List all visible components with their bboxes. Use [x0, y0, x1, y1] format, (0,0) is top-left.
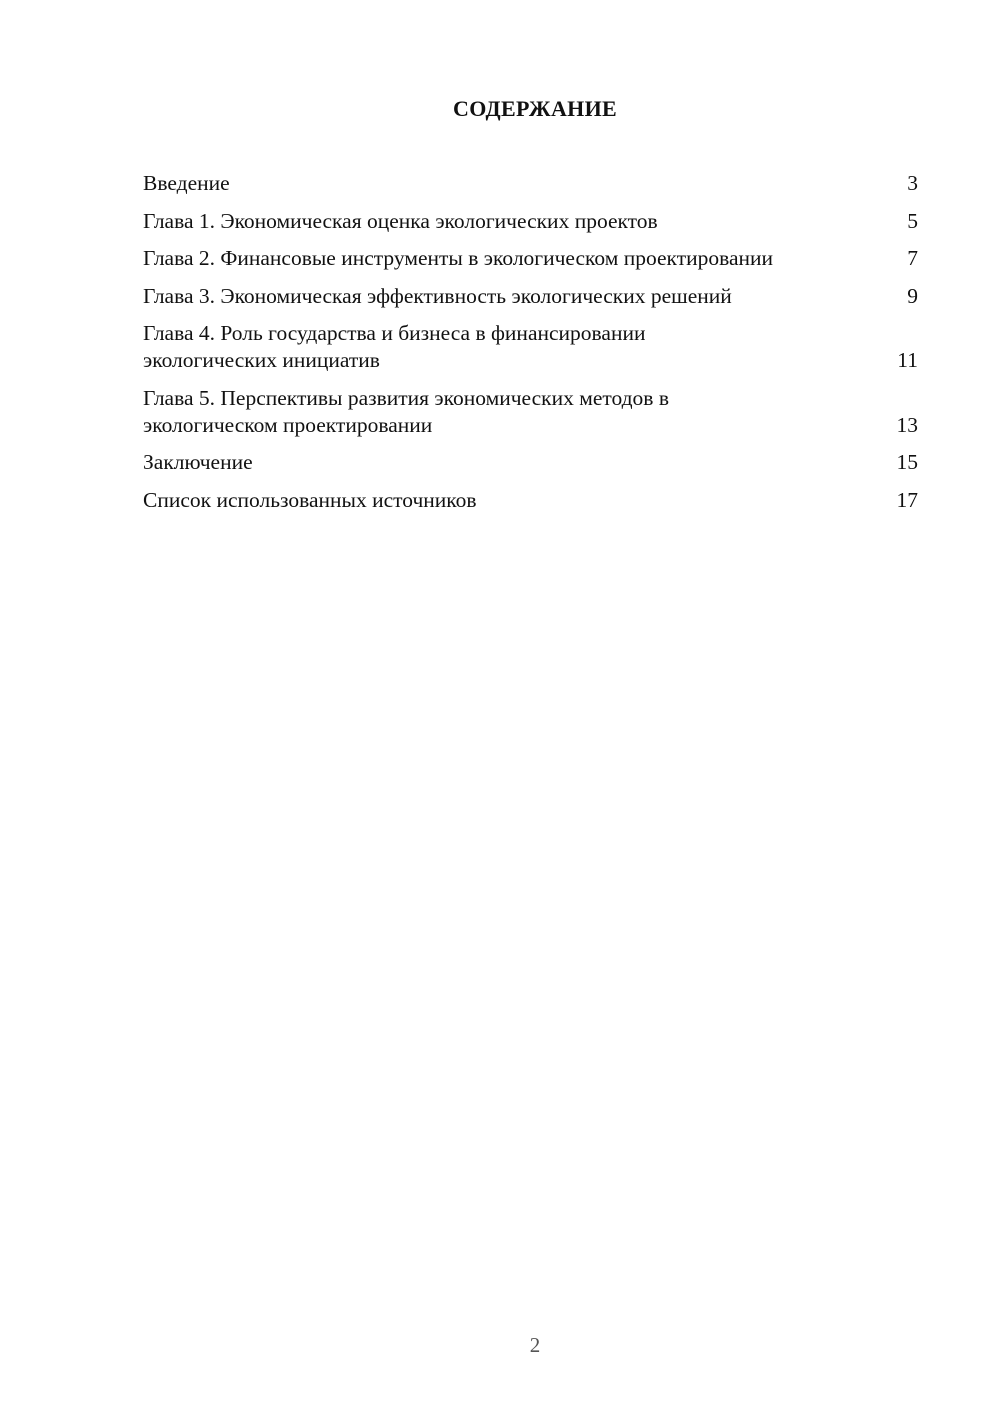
toc-item-page: 11 — [897, 348, 918, 372]
page-title: СОДЕРЖАНИЕ — [453, 96, 617, 121]
toc-item-chapter-2 — [143, 245, 918, 272]
toc-item-references — [143, 487, 918, 514]
toc-item-introduction — [143, 170, 918, 197]
toc-item-text: Заключение — [143, 450, 253, 474]
toc-item-text: Глава 5. Перспективы развития экономических методов в экологическом проектировании — [143, 385, 669, 437]
toc-item-chapter-3 — [143, 283, 918, 310]
toc-item-text: Глава 3. Экономическая эффективность экологических решений — [143, 283, 732, 308]
table-of-contents — [143, 170, 918, 524]
toc-item-page: 3 — [907, 171, 918, 195]
toc-item-page: 15 — [896, 450, 918, 474]
toc-item-chapter-5 — [143, 385, 918, 439]
toc-item-page: 7 — [907, 246, 918, 270]
toc-item-text: Введение — [143, 171, 230, 195]
toc-item-text: Глава 1. Экономическая оценка экологических проектов — [143, 208, 658, 233]
toc-item-chapter-1 — [143, 208, 918, 235]
toc-item-page: 13 — [896, 412, 918, 437]
toc-item-page: 5 — [907, 208, 918, 233]
toc-item-text: Глава 2. Финансовые инструменты в экологическом проектировании — [143, 246, 774, 270]
toc-item-page: 9 — [907, 283, 918, 308]
toc-item-chapter-4 — [143, 320, 918, 374]
toc-item-conclusion — [143, 449, 918, 476]
toc-item-page: 17 — [896, 487, 918, 512]
toc-item-text: Глава 4. Роль государства и бизнеса в финансировании экологических инициатив — [143, 321, 646, 372]
toc-item-text: Список использованных источников — [143, 487, 477, 512]
page-number: 2 — [529, 1333, 541, 1357]
